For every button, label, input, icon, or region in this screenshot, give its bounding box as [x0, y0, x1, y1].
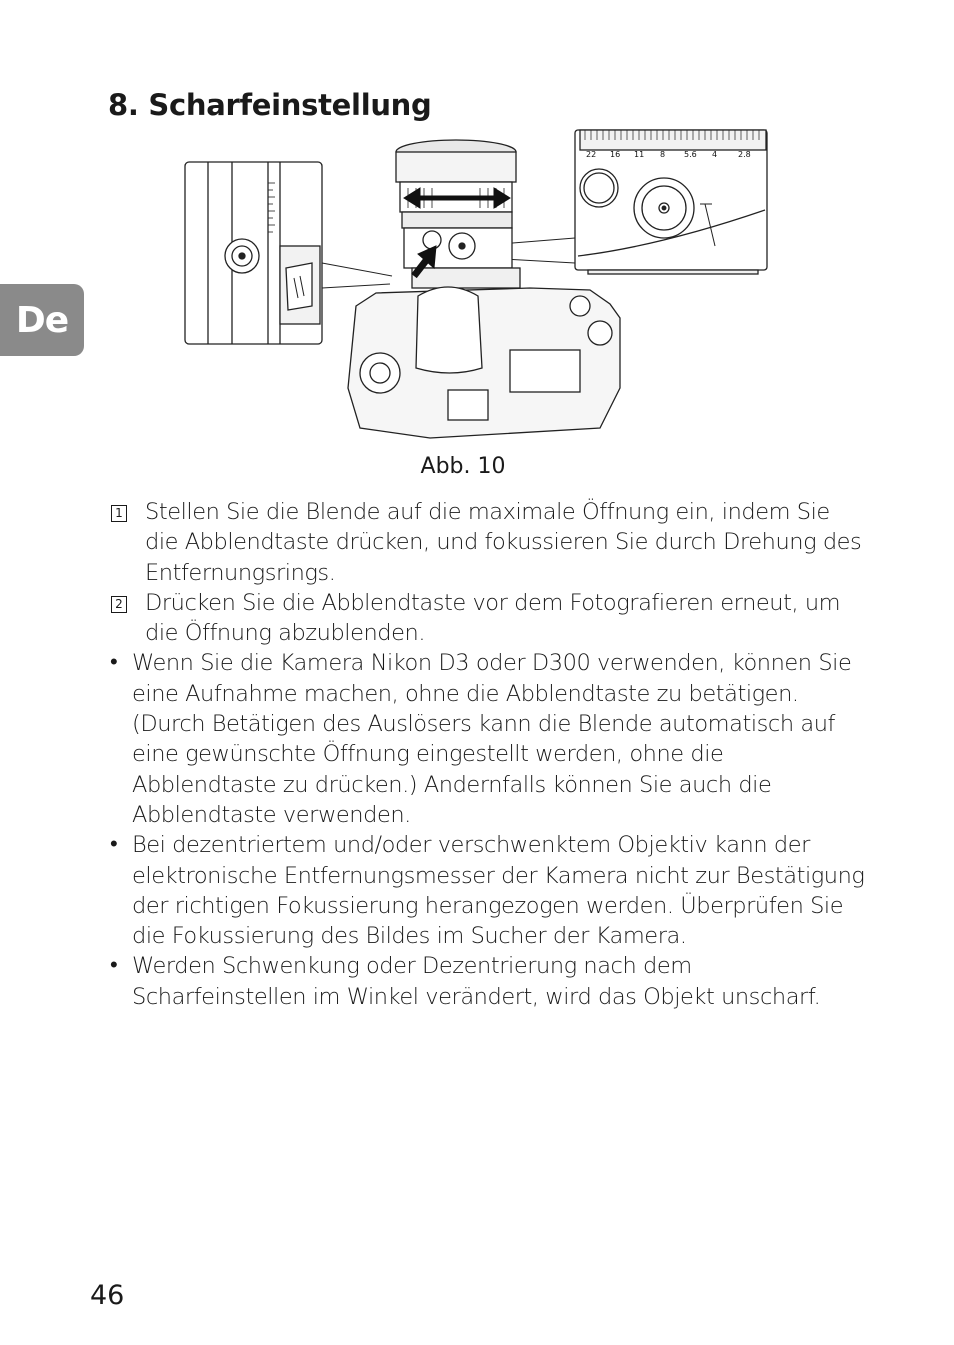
right-inset — [575, 130, 767, 274]
step-item — [108, 497, 868, 588]
step-text: Drücken Sie die Abblendtaste vor dem Fotografieren erneut, um die Öffnung abzublenden. — [145, 589, 841, 647]
bullet-symbol: • — [110, 650, 118, 676]
left-inset — [185, 162, 322, 344]
instruction-text — [108, 497, 868, 1012]
step-number: 1 — [111, 505, 127, 522]
step-item — [108, 588, 868, 649]
aperture-label: 4 — [712, 150, 718, 159]
page-number: 46 — [90, 1280, 125, 1311]
aperture-label: 16 — [610, 150, 621, 159]
aperture-label: 8 — [660, 150, 666, 159]
aperture-label: 2.8 — [738, 150, 751, 159]
step-text: Stellen Sie die Blende auf die maximale Öffnung ein, indem Sie die Abblendtaste drücken, und fokussieren Sie durch Drehung des Entfernungsrings. — [145, 499, 862, 586]
language-tab: De — [0, 284, 84, 356]
bullet-symbol: • — [110, 832, 118, 858]
figure-caption: Abb. 10 — [420, 454, 506, 479]
aperture-label: 11 — [634, 150, 645, 159]
bullet-symbol: • — [110, 953, 118, 979]
bullet-text: Wenn Sie die Kamera Nikon D3 oder D300 verwenden, können Sie eine Aufnahme machen, ohne die Abblendtaste zu betätigen. (Durch Betätigen des Auslösers kann die Blende automatisch auf eine gewünschte Öffnung eingestellt werden, ohne die Abblendtaste zu drücken.) Andernfalls können Sie auch die Abblendtaste verwenden. — [132, 650, 852, 828]
bullet-text: Werden Schwenkung oder Dezentrierung nach dem Scharfeinstellen im Winkel verändert, wird das Objekt unscharf. — [132, 953, 821, 1010]
bullet-item — [108, 951, 868, 1012]
bullet-item — [108, 830, 868, 951]
section-heading: 8. Scharfeinstellung — [108, 88, 432, 122]
bullet-text: Bei dezentriertem und/oder verschwenktem Objektiv kann der elektronische Entfernungsmesser der Kamera nicht zur Bestätigung der richtigen Fokussierung herangezogen werden. Überprüfen Sie die Fokussierung des Bildes im Sucher der Kamera. — [132, 832, 865, 950]
step-number: 2 — [111, 596, 127, 613]
bullet-item — [108, 648, 868, 830]
aperture-label: 22 — [586, 150, 597, 159]
aperture-label: 5.6 — [684, 150, 697, 159]
figure-illustration — [180, 128, 780, 448]
